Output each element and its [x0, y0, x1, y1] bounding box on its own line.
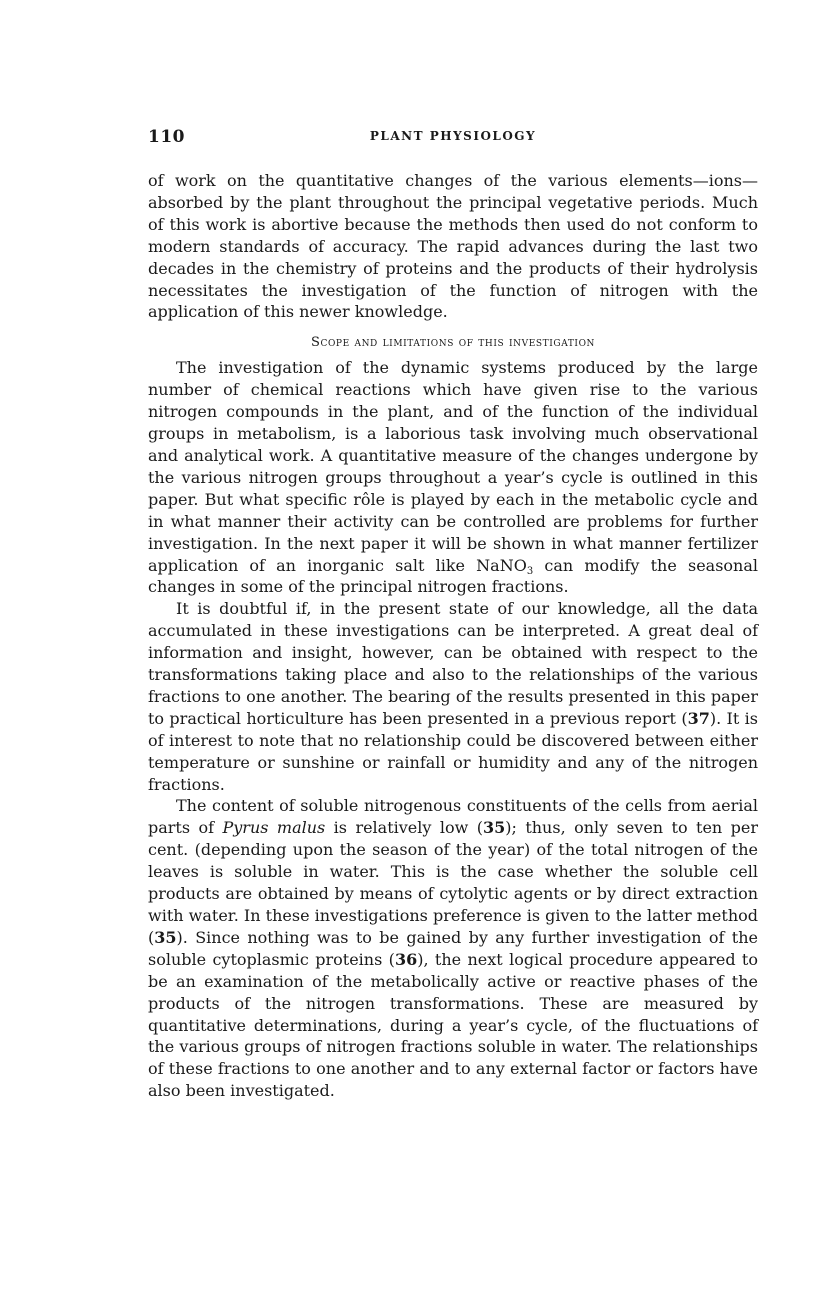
reference-number: 35	[154, 927, 177, 947]
section-heading: Scope and limitations of this investigation	[310, 335, 596, 351]
paragraph-soluble	[148, 795, 758, 1102]
species-name: Pyrus malus	[222, 818, 326, 838]
reference-number: 37	[687, 708, 710, 728]
paragraph-text: The investigation of the dynamic systems produced by the large number of chemical reactions which have given rise to the various nitrogen compounds in the plant, and of the function of the individual groups in metabolism, is a laborious task involving much observational and analytical work. A quantitative measure of the changes undergone by the various nitrogen groups throughout a year’s cycle is outlined in this paper. But what specific rôle is played by each in the metabolic cycle and in what manner their activity can be controlled are problems for further investigation. In the next paper it will be shown in what manner fertilizer application of an inorganic salt like NaNO	[148, 358, 758, 575]
reference-number: 35	[482, 818, 506, 838]
paragraph-scope	[148, 357, 758, 598]
paragraph-continued: of work on the quantitative changes of the various elements—ions—absorbed by the plant throughout the principal vegetative periods. Much of this work is abortive because the methods then used do not conform to modern standards of accuracy. The rapid advances during the last two decades in the chemistry of proteins and the products of their hydrolysis necessitates the investigation of the function of nitrogen with the application of this newer knowledge.	[148, 171, 758, 322]
chemical-subscript: 3	[526, 565, 534, 577]
paragraph-text: is relatively low (	[325, 818, 483, 838]
running-head	[148, 127, 758, 149]
paragraph-text: ). It is of interest to note that no relationship could be discovered between either temperature or sunshine or rainfall or humidity and any of the nitrogen fractions.	[148, 708, 758, 794]
page-number: 110	[148, 127, 185, 147]
paragraph-text: ), the next logical procedure appeared to be an examination of the metabolically active or reactive phases of the products of the nitrogen transformations. These are measured by quantitative determinations, during a year’s cycle, of the fluctuations of the various groups of nitrogen fractions soluble in water. The relationships of these fractions to one another and to any external factor or factors have also been investigated.	[148, 949, 758, 1101]
paragraph-text: can modify the seasonal changes in some of the principal nitrogen fractions.	[148, 555, 759, 597]
journal-title: PLANT PHYSIOLOGY	[369, 129, 537, 143]
paragraph-data	[148, 598, 758, 795]
paragraph-text: ); thus, only seven to ten per cent. (depending upon the season of the year) of the total nitrogen of the leaves is soluble in water. This is the case whether the soluble cell products are obtained by means of cytolytic agents or by direct extraction with water. In these investigations preference is given to the latter method (	[148, 818, 759, 947]
reference-number: 36	[394, 949, 418, 969]
paragraph-text: The content of soluble nitrogenous constituents of the cells from aerial parts of	[148, 796, 758, 838]
paragraph-text: ). Since nothing was to be gained by any further investigation of the soluble cytoplasmic proteins (	[148, 927, 758, 969]
paragraph-text: It is doubtful if, in the present state of our knowledge, all the data accumulated in these investigations can be interpreted. A great deal of information and insight, however, can be obtained with respect to the transformations taking place and also to the relationships of the various fractions to one another. The bearing of the results presented in this paper to practical horticulture has been presented in a previous report (	[148, 599, 758, 728]
body-text	[148, 170, 758, 1102]
